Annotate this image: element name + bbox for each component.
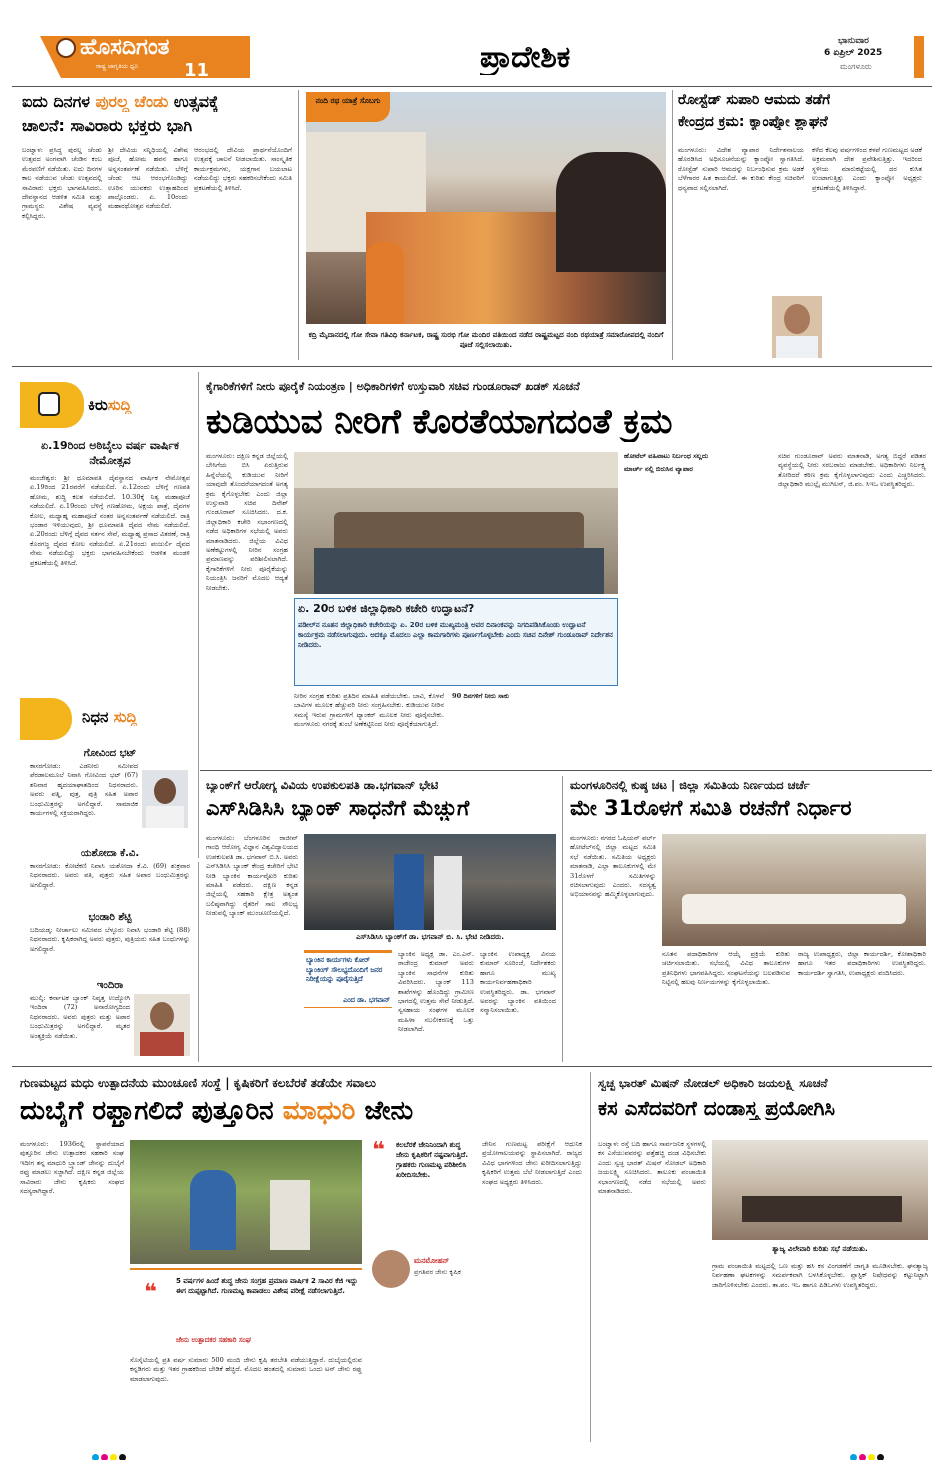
chendu-headline-1: ಐದು ದಿನಗಳ ಪುರಲ್ದ ಚೆಂಡು ಉತ್ಸವಕ್ಕೆ <box>22 92 219 111</box>
obit-name-3: ಭಂಡಾರಿ ಶೆಟ್ಟಿ <box>88 912 132 923</box>
obit-name-4: ಇಂದಿರಾ <box>96 980 124 991</box>
chendu-col-2: ಶ್ರೀ ದೇವಿಯ ಸನ್ನಿಧಿಯಲ್ಲಿ ವಿಶೇಷ ಪೂಜೆ, ಹೋಮ ಹವನ ಹಾಗೂ ಅನ್ನಸಂತರ್ಪಣೆ ನಡೆಯಿತು. ಬೆಳಿಗ್ಗೆ ಚೆಂಡು ಆಟ ಆರಂಭಗೊಂಡಿದ್ದು ಊರಿನ ಯುವಕರು ಉತ್ಸಾಹದಿಂದ ಪಾಲ್ಗೊಂಡರು. ಏ. 10ರಂದು ಮಹಾರಥೋತ್ಸವ ನಡೆಯಲಿದೆ. <box>108 146 188 211</box>
nandi-caption: ಕದ್ರಿ ಮೈದಾನದಲ್ಲಿ ಗೋ ಸೇವಾ ಗತಿವಿಧಿ ಕರ್ನಾಟಕ, ರಾಷ್ಟ್ರ ಸುರಭಿ ಗೋ ಮಂದಿರ ವತಿಯಿಂದ ನಡೆದ ರಾಷ್ಟ್ರಮಟ್ಟದ ನಂದಿ ರಥಯಾತ್ರೆ ಸಮಾರೋಪದಲ್ಲಿ ನಂದಿಗೆ ಪೂಜೆ ಸಲ್ಲಿಸಲಾಯಿತು. <box>308 330 664 349</box>
swachh-photo <box>712 1140 928 1240</box>
chendu-headline-2: ಚಾಲನೆ: ಸಾವಿರಾರು ಭಕ್ತರು ಭಾಗಿ <box>22 116 193 135</box>
kiru-title: ಏ.19ರಿಂದ ಅಠಿಬೈಲು ವರ್ಷ ವಾರ್ಷಿಕ ನೇಮೋತ್ಸವ <box>41 439 179 467</box>
bank-photo-caption: ಎಸ್‌ಸಿಡಿಸಿಸಿ ಬ್ಯಾಂಕ್‌ಗೆ ಡಾ. ಭಗವಾನ್ ಬಿ. ಸಿ. ಭೇಟಿ ನೀಡಿದರು. <box>356 932 504 941</box>
swachh-kicker: ಸ್ವಚ್ಛ ಭಾರತ್ ಮಿಷನ್ ನೋಡಲ್ ಅಧಿಕಾರಿ ಜಯಲಕ್ಷ್ಮಿ ಸೂಚನೆ <box>598 1076 828 1090</box>
nandi-badge-text: ನಂದಿ ರಥ ಯಾತ್ರೆ ಸೊಬಗು <box>315 96 381 105</box>
obit-body-1: ಕಾಸರಗೋಡು: ಎಡನೀರು ಸಮೀಪದ ಪೆರಡಾಲಮೂಲೆ ನಿವಾಸಿ ಗೋವಿಂದ ಭಟ್ (67) ಶನಿವಾರ ಹೃದಯಾಘಾತದಿಂದ ನಿಧನರಾದರು. ಅವರು ಪತ್ನಿ, ಪುತ್ರ, ಪುತ್ರಿ ಸಹಿತ ಅಪಾರ ಬಂಧುಮಿತ್ರರನ್ನು ಅಗಲಿದ್ದಾರೆ. ಸಾಮಾಜಿಕ ಕಾರ್ಯಗಳಲ್ಲಿ ಸಕ್ರಿಯರಾಗಿದ್ದರು. <box>30 762 138 818</box>
issue-day: ಭಾನುವಾರ <box>838 36 869 46</box>
quote-author-photo <box>372 1250 410 1288</box>
committee-headline: ಮೇ 31ರೊಳಗೆ ಸಮಿತಿ ರಚನೆಗೆ ನಿರ್ಧಾರ <box>570 796 852 820</box>
bank-photo <box>304 834 556 930</box>
swachh-col-1: ಬಂಟ್ವಾಳ: ರಸ್ತೆ ಬದಿ ಹಾಗೂ ಸಾರ್ವಜನಿಕ ಸ್ಥಳಗಳಲ್ಲಿ ಕಸ ಎಸೆಯುವವರನ್ನು ಪತ್ತೆಹಚ್ಚಿ ದಂಡ ವಿಧಿಸಬೇಕು ಎಂದು ಸ್ವಚ್ಛ ಭಾರತ್ ಮಿಷನ್ ನೋಡಲ್ ಅಧಿಕಾರಿ ಜಯಲಕ್ಷ್ಮಿ ಸೂಚಿಸಿದರು. ತಾಲೂಕು ಪಂಚಾಯಿತಿ ಸಭಾಂಗಣದಲ್ಲಿ ನಡೆದ ಸಭೆಯಲ್ಲಿ ಅವರು ಮಾತನಾಡಿದರು. <box>598 1140 706 1196</box>
honey-photo-credit: ಜೇನು ಉತ್ಪಾದಕರ ಸಹಕಾರಿ ಸಂಘ <box>176 1336 251 1344</box>
water-col-2: ನೀರಿನ ಸಂಗ್ರಹ ಕುರಿತು ಪ್ರತಿದಿನ ಮಾಹಿತಿ ಪಡೆಯಬೇಕು. ಬಾವಿ, ಕೊಳವೆ ಬಾವಿಗಳ ಮೂಲಕ ಹೆಚ್ಚುವರಿ ನೀರು ಸಂಗ್ರಹಿಸಬೇಕು. ಕುಡಿಯುವ ನೀರಿನ ಸಮಸ್ಯೆ ಇರುವ ಗ್ರಾಮಗಳಿಗೆ ಟ್ಯಾಂಕರ್ ಮೂಲಕ ನೀರು ಪೂರೈಸಬೇಕು. ಮಂಗಳೂರು ನಗರಕ್ಕೆ ತುಂಬೆ ಅಣೆಕಟ್ಟಿನಿಂದ ನೀರು ಪೂರೈಕೆಯಾಗುತ್ತಿದೆ. <box>294 692 444 729</box>
honey-quote-role: ಪ್ರಗತಿಪರ ಜೇನು ಕೃಷಿಕ <box>414 1268 461 1276</box>
committee-photo <box>662 834 926 946</box>
registration-marks-right <box>850 1446 886 1460</box>
bank-kicker: ಬ್ಯಾಂಕ್‌ಗೆ ಆರೋಗ್ಯ ವಿವಿಯ ಉಪಕುಲಪತಿ ಡಾ.ಭಗವಾನ್ ಭೇಟಿ <box>206 778 439 792</box>
honey-headline: ದುಬೈಗೆ ರಫ್ತಾಗಲಿದೆ ಪುತ್ತೂರಿನ ಮಾಧುರಿ ಜೇನು <box>20 1096 414 1126</box>
committee-kicker: ಮಂಗಳೂರಿನಲ್ಲಿ ಕುಷ್ಠ ಚಟ | ಜಿಲ್ಲಾ ಸಮಿತಿಯ ನಿರ್ಣಯದ ಚರ್ಚೆ <box>570 778 810 792</box>
water-col-1: ಮಂಗಳೂರು: ದಕ್ಷಿಣ ಕನ್ನಡ ಜಿಲ್ಲೆಯಲ್ಲಿ ಬೇಸಿಗೆಯ ಬಿಸಿ ಏರುತ್ತಿರುವ ಹಿನ್ನೆಲೆಯಲ್ಲಿ ಕುಡಿಯುವ ನೀರಿಗೆ ಯಾವುದೇ ತೊಂದರೆಯಾಗದಂತೆ ಅಗತ್ಯ ಕ್ರಮ ಕೈಗೊಳ್ಳಬೇಕು ಎಂದು ಜಿಲ್ಲಾ ಉಸ್ತುವಾರಿ ಸಚಿವ ದಿನೇಶ್ ಗುಂಡೂರಾವ್ ಸೂಚಿಸಿದರು. ದ.ಕ. ಜಿಲ್ಲಾಧಿಕಾರಿ ಕಚೇರಿ ಸಭಾಂಗಣದಲ್ಲಿ ನಡೆದ ಅಧಿಕಾರಿಗಳ ಸಭೆಯಲ್ಲಿ ಅವರು ಮಾತನಾಡಿದರು. ಜಿಲ್ಲೆಯ ವಿವಿಧ ಅಣೆಕಟ್ಟುಗಳಲ್ಲಿ ನೀರಿನ ಸಂಗ್ರಹ ಪ್ರಮಾಣವನ್ನು ಪರಿಶೀಲಿಸಲಾಗಿದೆ. ಕೈಗಾರಿಕೆಗಳಿಗೆ ನೀರು ಪೂರೈಕೆಯನ್ನು ನಿಯಂತ್ರಿಸಿ ಜನರಿಗೆ ಮೊದಲ ಆದ್ಯತೆ ನೀಡಬೇಕು. <box>206 452 288 592</box>
nidhana-label: ನಿಧನ ಸುದ್ದಿ <box>82 708 138 726</box>
committee-col-2: ನೂತನ ಪದಾಧಿಕಾರಿಗಳ ಆಯ್ಕೆ ಪ್ರಕ್ರಿಯೆ ಕುರಿತು ಚರ್ಚಿಸಲಾಯಿತು. ಸಭೆಯಲ್ಲಿ ವಿವಿಧ ತಾಲೂಕುಗಳ ಪ್ರತಿನಿಧಿಗಳು ಭಾಗವಹಿಸಿದ್ದರು. ಸಂಘಟನೆಯನ್ನು ಬಲಪಡಿಸುವ ನಿಟ್ಟಿನಲ್ಲಿ ಹಲವು ನಿರ್ಣಯಗಳನ್ನು ಕೈಗೊಳ್ಳಲಾಯಿತು. <box>662 950 790 987</box>
meeting-photo <box>294 452 618 594</box>
obit-name-1: ಗೋವಿಂದ ಭಟ್ <box>83 748 137 759</box>
sub-head-90-days: 90 ದಿನಗಳಿಗೆ ನೀರು ಸಾಕು <box>452 692 510 700</box>
section-title: ಪ್ರಾದೇಶಿಕ <box>480 40 571 75</box>
water-col-3 <box>624 452 772 762</box>
honey-quote-author: ಮನಮೋಹನ್ <box>414 1256 450 1265</box>
water-headline: ಕುಡಿಯುವ ನೀರಿಗೆ ಕೊರತೆಯಾಗದಂತೆ ಕ್ರಮ <box>206 402 673 442</box>
bank-col-1: ಮಂಗಳೂರು: ಬೆಂಗಳೂರಿನ ರಾಜೀವ್ ಗಾಂಧಿ ಆರೋಗ್ಯ ವಿಜ್ಞಾನ ವಿಶ್ವವಿದ್ಯಾಲಯದ ಉಪಕುಲಪತಿ ಡಾ. ಭಗವಾನ್ ಬಿ.ಸಿ. ಅವರು ಎಸ್‌ಸಿಡಿಸಿಸಿ ಬ್ಯಾಂಕ್ ಕೇಂದ್ರ ಕಚೇರಿಗೆ ಭೇಟಿ ನೀಡಿ ಬ್ಯಾಂಕಿನ ಕಾರ್ಯವೈಖರಿ ಕುರಿತು ಮಾಹಿತಿ ಪಡೆದರು. ದಕ್ಷಿಣ ಕನ್ನಡ ಜಿಲ್ಲೆಯಲ್ಲಿ ಸಹಕಾರಿ ಕ್ಷೇತ್ರ ಅತ್ಯಂತ ಬಲಿಷ್ಠವಾಗಿದ್ದು ರೈತರಿಗೆ ಸಾಲ ಸೌಲಭ್ಯ ನೀಡುವಲ್ಲಿ ಬ್ಯಾಂಕ್ ಮುಂಚೂಣಿಯಲ್ಲಿದೆ. <box>206 834 298 918</box>
water-kicker: ಕೈಗಾರಿಕೆಗಳಿಗೆ ನೀರು ಪೂರೈಕೆ ನಿಯಂತ್ರಣ | ಅಧಿಕಾರಿಗಳಿಗೆ ಉಸ್ತುವಾರಿ ಸಚಿವ ಗುಂಡೂರಾವ್ ಖಡಕ್ ಸೂಚನೆ <box>206 380 580 393</box>
honey-col-1: ಮಂಗಳೂರು: 1936ರಲ್ಲಿ ಸ್ಥಾಪನೆಯಾದ ಪುತ್ತೂರಿನ ಜೇನು ಉತ್ಪಾದಕರ ಸಹಕಾರಿ ಸಂಘ ಇದೀಗ ತನ್ನ ಮಾಧುರಿ ಬ್ರ್ಯಾಂಡ್ ಜೇನನ್ನು ದುಬೈಗೆ ರಫ್ತು ಮಾಡಲು ಸಜ್ಜಾಗಿದೆ. ದಕ್ಷಿಣ ಕನ್ನಡ ಜಿಲ್ಲೆಯ ಸಾವಿರಾರು ಜೇನು ಕೃಷಿಕರು ಸಂಘದ ಸದಸ್ಯರಾಗಿದ್ದಾರೆ. <box>20 1140 124 1196</box>
registration-marks-left <box>92 1446 128 1460</box>
obit-body-4: ಮುಲ್ಕಿ: ಕರ್ನಾಟಕ ಬ್ಯಾಂಕ್ ನಿವೃತ್ತ ಉದ್ಯೋಗಿ ಇಂದಿರಾ (72) ಅನಾರೋಗ್ಯದಿಂದ ನಿಧನರಾದರು. ಅವರು ಪುತ್ರರು ಮತ್ತು ಅಪಾರ ಬಂಧುಮಿತ್ರರನ್ನು ಅಗಲಿದ್ದಾರೆ. ಮೃತರ ಅಂತ್ಯಕ್ರಿಯೆ ನಡೆಯಿತು. <box>30 994 130 1040</box>
kiru-label: ಕಿರುಸುದ್ದಿ <box>88 396 132 414</box>
water-col-4: ಸಚಿವ ಗುಂಡೂರಾವ್ ಅವರು ಮಾತನಾಡಿ, ಅಗತ್ಯ ಬಿದ್ದರೆ ಪಡಿತರ ವ್ಯವಸ್ಥೆಯಲ್ಲಿ ನೀರು ಸರಬರಾಜು ಮಾಡಬೇಕು. ಅಧಿಕಾರಿಗಳು ನಿರ್ಲಕ್ಷ್ಯ ತೋರಿದರೆ ಕಠಿಣ ಕ್ರಮ ಕೈಗೊಳ್ಳಲಾಗುವುದು ಎಂದು ಎಚ್ಚರಿಸಿದರು. ಜಿಲ್ಲಾಧಿಕಾರಿ ಮುಲ್ಲೈ ಮುಗಿಲನ್, ಜಿ.ಪಂ. ಸಿಇಒ ಉಪಸ್ಥಿತರಿದ್ದರು. <box>778 452 926 489</box>
bank-quote: ಬ್ಯಾಂಕಿನ ಕಾರ್ಯಗಳು ಕೋರ್ ಬ್ಯಾಂಕಿಂಗ್ ಸೌಲಭ್ಯದೊಂದಿಗೆ ಜನರ ನಿರೀಕ್ಷೆಯನ್ನು ಪೂರೈಸುತ್ತಿದೆ <box>306 956 383 983</box>
logo-emblem-icon <box>56 38 76 58</box>
honey-quote-mark-icon: ❝ <box>144 1280 157 1305</box>
swachh-photo-caption: ತ್ಯಾಜ್ಯ ವಿಲೇವಾರಿ ಕುರಿತು ಸಭೆ ನಡೆಯಿತು. <box>772 1244 868 1253</box>
honey-quote: ಕಲಬೆರಕೆ ಜೇನಿನಿಂದಾಗಿ ಶುದ್ಧ ಜೇನು ಕೃಷಿಕರಿಗೆ ನಷ್ಟವಾಗುತ್ತಿದೆ. ಗ್ರಾಹಕರು ಗುಣಮಟ್ಟ ಪರಿಶೀಲಿಸಿ ಖರೀದಿಸಬೇಕು. <box>396 1141 468 1179</box>
corner-bar <box>914 36 924 78</box>
chendu-col-1: ಬಂಟ್ವಾಳ: ಪ್ರಸಿದ್ಧ ಪುರಲ್ದ ಚೆಂಡು ಉತ್ಸವದ ಅಂಗವಾಗಿ ಚೆಂಡಿನ ಕಂಬ ಮೆರವಣಿಗೆ ನಡೆಯಿತು. ಐದು ದಿನಗಳ ಕಾಲ ನಡೆಯುವ ಚೆಂಡು ಉತ್ಸವದಲ್ಲಿ ಸಾವಿರಾರು ಭಕ್ತರು ಭಾಗವಹಿಸಿದರು. ದೇವಸ್ಥಾನದ ಆಡಳಿತ ಸಮಿತಿ ಮತ್ತು ಗ್ರಾಮಸ್ಥರು ವಿಶೇಷ ವ್ಯವಸ್ಥೆ ಕಲ್ಪಿಸಿದ್ದರು. <box>22 146 102 220</box>
water-col-2b <box>452 692 618 748</box>
water-sub-2: ಮಾರ್ಚ್ ನಲ್ಲಿ ಬಿರುಸಿನ ವ್ಯಾಪಾರ <box>624 465 693 474</box>
cashew-headline-2: ಕೇಂದ್ರದ ಕ್ರಮ: ಕ್ಯಾಂಪ್ಕೋ ಶ್ಲಾಘನೆ <box>678 114 828 130</box>
issue-edition: ಮಂಗಳೂರು <box>840 62 872 71</box>
honey-photo-caption: 5 ವರ್ಷಗಳ ಹಿಂದೆ ಶುದ್ಧ ಜೇನು ಸಂಗ್ರಹ ಪ್ರಮಾಣ ವಾರ್ಷಿಕ 2 ಸಾವಿರ ಕೆಜಿ ಇದ್ದು ಈಗ ದುಪ್ಪಟ್ಟಾಗಿದೆ. ಗುಣಮಟ್ಟ ಕಾಪಾಡಲು ವಿಶೇಷ ಪರೀಕ್ಷೆ ನಡೆಸಲಾಗುತ್ತಿದೆ. <box>176 1277 358 1295</box>
obit-photo-4 <box>134 994 190 1056</box>
honey-kicker: ಗುಣಮಟ್ಟದ ಮಧು ಉತ್ಪಾದನೆಯ ಮುಂಚೂಣಿ ಸಂಸ್ಥೆ | ಕೃಷಿಕರಿಗೆ ಕಲಬೆರಕೆ ತಡೆಯೇ ಸವಾಲು <box>20 1076 376 1090</box>
bank-headline: ಎಸ್‌ಸಿಡಿಸಿಸಿ ಬ್ಯಾಂಕ್ ಸಾಧನೆಗೆ ಮೆಚ್ಚುಗೆ <box>206 796 470 820</box>
swachh-headline: ಕಸ ಎಸೆದವರಿಗೆ ದಂಡಾಸ್ತ್ರ ಪ್ರಯೋಗಿಸಿ <box>598 1096 836 1120</box>
nandi-photo <box>306 92 666 324</box>
obit-photo-1 <box>142 770 188 828</box>
honey-col-3: ಜೇನಿನ ಗುಣಮಟ್ಟ ಪರೀಕ್ಷೆಗೆ ಆಧುನಿಕ ಪ್ರಯೋಗಾಲಯವನ್ನು ಸ್ಥಾಪಿಸಲಾಗಿದೆ. ರಾಜ್ಯದ ವಿವಿಧ ಭಾಗಗಳಿಂದ ಜೇನು ಖರೀದಿಸಲಾಗುತ್ತಿದ್ದು ಕೃಷಿಕರಿಗೆ ಉತ್ತಮ ಬೆಲೆ ನೀಡಲಾಗುತ್ತಿದೆ ಎಂದು ಸಂಘದ ಅಧ್ಯಕ್ಷರು ತಿಳಿಸಿದರು. <box>482 1140 582 1186</box>
issue-date: 6 ಏಪ್ರಿಲ್ 2025 <box>824 48 883 58</box>
logo-text: ಹೊಸದಿಗಂತ <box>80 35 170 60</box>
cashew-col-2: ಕಳೆದ ಕೆಲವು ವರ್ಷಗಳಿಂದ ಕಳಪೆ ಗುಣಮಟ್ಟದ ಅಡಕೆ ಅಕ್ರಮವಾಗಿ ದೇಶ ಪ್ರವೇಶಿಸುತ್ತಿತ್ತು. ಇದರಿಂದ ಸ್ಥಳೀಯ ಮಾರುಕಟ್ಟೆಯಲ್ಲಿ ದರ ಕುಸಿತ ಉಂಟಾಗುತ್ತಿತ್ತು ಎಂದು ಕ್ಯಾಂಪ್ಕೋ ಅಧ್ಯಕ್ಷರು ಪ್ರಕಟಣೆಯಲ್ಲಿ ತಿಳಿಸಿದ್ದಾರೆ. <box>812 146 922 192</box>
obit-name-2: ಯಶೋದಾ ಕೆ.ವಿ. <box>80 848 140 859</box>
obit-body-2: ಕಾಸರಗೋಡು: ಕೋಟೆಕಣಿ ನಿವಾಸಿ ಯಶೋದಾ ಕೆ.ವಿ. (69) ಶುಕ್ರವಾರ ನಿಧನರಾದರು. ಅವರು ಪತಿ, ಪುತ್ರರು ಸಹಿತ ಅಪಾರ ಬಂಧುಮಿತ್ರರನ್ನು ಅಗಲಿದ್ದಾರೆ. <box>30 862 190 889</box>
cashew-headline-1: ರೋಸ್ಟೆಡ್ ಸುಪಾರಿ ಆಮದು ತಡೆಗೆ <box>678 92 831 108</box>
box-dc-body: ಪಡೀಲ್‌ನ ನೂತನ ಜಿಲ್ಲಾಧಿಕಾರಿ ಕಚೇರಿಯನ್ನು ಏ. 20ರ ಬಳಿಕ ಮುಖ್ಯಮಂತ್ರಿ ಅವರ ದಿನಾಂಕವನ್ನು ನಿಗದಿಪಡಿಸಿಕೊಂಡು ಉದ್ಘಾಟನೆ ಕಾರ್ಯಕ್ರಮ ನಡೆಸಲಾಗುವುದು. ಅದಕ್ಕೂ ಮೊದಲು ಎಲ್ಲಾ ಕಾಮಗಾರಿಗಳು ಪೂರ್ಣಗೊಳ್ಳಬೇಕು ಎಂದು ಸಚಿವ ದಿನೇಶ್ ಗುಂಡೂರಾವ್ ನಿರ್ದೇಶನ ನೀಡಿದರು. <box>298 621 613 649</box>
bank-col-3: ಬ್ಯಾಂಕಿನ ಉಪಾಧ್ಯಕ್ಷ ವಿನಯ ಕುಮಾರ್ ಸೂರಿಂಜೆ, ನಿರ್ದೇಶಕರು ಹಾಗೂ ಮುಖ್ಯ ಕಾರ್ಯನಿರ್ವಹಣಾಧಿಕಾರಿ ಉಪಸ್ಥಿತರಿದ್ದರು. ಡಾ. ಭಗವಾನ್ ಅವರನ್ನು ಬ್ಯಾಂಕಿನ ವತಿಯಿಂದ ಸನ್ಮಾನಿಸಲಾಯಿತು. <box>480 950 556 1015</box>
masthead <box>0 0 945 86</box>
obit-body-3: ಬದಿಯಡ್ಕ: ನೀರ್ಚಾಲು ಸಮೀಪದ ಬೆಳ್ಳೂರು ನಿವಾಸಿ ಭಂಡಾರಿ ಶೆಟ್ಟಿ (88) ನಿಧನರಾದರು. ಕೃಷಿಕರಾಗಿದ್ದ ಅವರು ಪುತ್ರರು, ಪುತ್ರಿಯರು ಸಹಿತ ಬಂಧುಗಳನ್ನು ಅಗಲಿದ್ದಾರೆ. <box>30 926 190 953</box>
chendu-col-3: ಆರಂಭದಲ್ಲಿ ದೇವಿಯ ಪ್ರಾರ್ಥನೆಯೊಂದಿಗೆ ಉತ್ಸವಕ್ಕೆ ಚಾಲನೆ ನೀಡಲಾಯಿತು. ಸಾಂಸ್ಕೃತಿಕ ಕಾರ್ಯಕ್ರಮಗಳು, ಯಕ್ಷಗಾನ ಬಯಲಾಟ ನಡೆಯಲಿದ್ದು ಭಕ್ತರು ಸಹಕರಿಸಬೇಕೆಂದು ಸಮಿತಿ ಪ್ರಕಟಣೆಯಲ್ಲಿ ತಿಳಿಸಿದೆ. <box>194 146 292 192</box>
campco-person-photo <box>772 296 822 358</box>
kiru-body: ಮಂಜೇಶ್ವರ: ಶ್ರೀ ಧೂಮಾವತಿ ದೈವಸ್ಥಾನದ ವಾರ್ಷಿಕ ನೇಮೋತ್ಸವ ಏ.19ರಿಂದ 21ರವರೆಗೆ ನಡೆಯಲಿದೆ. ಏ.12ರಂದು ಬೆಳಿಗ್ಗೆ ಗಣಪತಿ ಹೋಮ, ಶುದ್ಧಿ ಕಲಶ ನಡೆಯಲಿದೆ. 10.30ಕ್ಕೆ ನಿತ್ಯ ಮಹಾಪೂಜೆ ನಡೆಯಲಿದೆ. ಏ.19ರಂದು ಬೆಳಿಗ್ಗೆ ಗಣಹೋಮ, ಅಕ್ಷಯ ಪಾತ್ರೆ, ದೈವಗಳ ಕೋಲ, ಮಧ್ಯಾಹ್ನ ಮಹಾಪೂಜೆ ನಂತರ ಅನ್ನಸಂತರ್ಪಣೆ ನಡೆಯಲಿದೆ. ರಾತ್ರಿ ಭಂಡಾರ ಇಳಿಯುವುದು, ಶ್ರೀ ಧೂಮಾವತಿ ದೈವದ ನೇಮ ನಡೆಯಲಿದೆ. ಏ.20ರಂದು ಬೆಳಿಗ್ಗೆ ದೈವದ ನರ್ತನ ಸೇವೆ, ಮಧ್ಯಾಹ್ನ ಪ್ರಸಾದ ವಿತರಣೆ, ರಾತ್ರಿ ಕೊರಗಜ್ಜ ದೈವದ ಕೋಲ ನಡೆಯಲಿದೆ. ಏ.21ರಂದು ಪಂಜುರ್ಲಿ ದೈವದ ನೇಮ ನಡೆಯಲಿದ್ದು ಭಕ್ತರು ಭಾಗವಹಿಸಬೇಕೆಂದು ಆಡಳಿತ ಮಂಡಳಿ ಪ್ರಕಟಣೆಯಲ್ಲಿ ತಿಳಿಸಿದೆ. <box>30 474 190 567</box>
bank-col-2: ಬ್ಯಾಂಕಿನ ಅಧ್ಯಕ್ಷ ಡಾ. ಎಂ.ಎನ್. ರಾಜೇಂದ್ರ ಕುಮಾರ್ ಅವರು ಬ್ಯಾಂಕಿನ ಸಾಧನೆಗಳ ಕುರಿತು ವಿವರಿಸಿದರು. ಬ್ಯಾಂಕ್ 113 ಶಾಖೆಗಳನ್ನು ಹೊಂದಿದ್ದು ಗ್ರಾಮೀಣ ಭಾಗದಲ್ಲಿ ಉತ್ತಮ ಸೇವೆ ನೀಡುತ್ತಿದೆ. ಸ್ವಸಹಾಯ ಸಂಘಗಳ ಮೂಲಕ ಮಹಿಳಾ ಸಬಲೀಕರಣಕ್ಕೆ ಒತ್ತು ನೀಡಲಾಗಿದೆ. <box>398 950 474 1034</box>
committee-col-3: ರಾಜ್ಯ ಉಪಾಧ್ಯಕ್ಷರು, ಜಿಲ್ಲಾ ಕಾರ್ಯದರ್ಶಿ, ಕೋಶಾಧಿಕಾರಿ ಹಾಗೂ ಇತರ ಪದಾಧಿಕಾರಿಗಳು ಉಪಸ್ಥಿತರಿದ್ದರು. ಕಾರ್ಯದರ್ಶಿ ಸ್ವಾಗತಿಸಿ, ಉಪಾಧ್ಯಕ್ಷರು ವಂದಿಸಿದರು. <box>798 950 926 977</box>
water-sub-1: ಹೋಟೆಲ್ ವಹಿವಾಟು ನಿರ್ಬಂಧ ಸಲ್ಲದು <box>624 452 709 460</box>
hand-pointer-icon <box>38 392 60 416</box>
logo-subtitle: ರಾಷ್ಟ್ರ ಜಾಗೃತಿಯ ಧ್ವನಿ <box>96 63 139 70</box>
page-number: 11 <box>184 60 210 81</box>
swachh-col-2: ಗ್ರಾಮ ಪಂಚಾಯಿತಿ ಮಟ್ಟದಲ್ಲಿ ಒಣ ಮತ್ತು ಹಸಿ ಕಸ ವಿಂಗಡಣೆಗೆ ಜಾಗೃತಿ ಮೂಡಿಸಬೇಕು. ಘನತ್ಯಾಜ್ಯ ನಿರ್ವಹಣಾ ಘಟಕಗಳನ್ನು ಸಮರ್ಪಕವಾಗಿ ಬಳಸಿಕೊಳ್ಳಬೇಕು. ಪ್ಲಾಸ್ಟಿಕ್ ನಿಷೇಧವನ್ನು ಕಟ್ಟುನಿಟ್ಟಾಗಿ ಜಾರಿಗೊಳಿಸಬೇಕು ಎಂದರು. ತಾ.ಪಂ. ಇಒ ಹಾಗೂ ಪಿಡಿಒಗಳು ಉಪಸ್ಥಿತರಿದ್ದರು. <box>712 1262 928 1289</box>
honey-quote-mark-2-icon: ❝ <box>372 1138 385 1163</box>
honey-col-2: ಸೊಸೈಟಿಯಲ್ಲಿ ಪ್ರತಿ ವರ್ಷ ಸುಮಾರು 500 ಮಂದಿ ಜೇನು ಕೃಷಿ ತರಬೇತಿ ಪಡೆಯುತ್ತಿದ್ದಾರೆ. ದುಬೈಯಲ್ಲಿರುವ ಕನ್ನಡಿಗರು ಮತ್ತು ಇತರ ಗ್ರಾಹಕರಿಂದ ಬೇಡಿಕೆ ಹೆಚ್ಚಿದೆ. ಮೊದಲ ಹಂತದಲ್ಲಿ ಸುಮಾರು ಒಂದು ಟನ್ ಜೇನು ರಫ್ತು ಮಾಡಲಾಗುವುದು. <box>130 1356 362 1383</box>
nidhana-badge <box>20 698 72 740</box>
committee-col-1: ಮಂಗಳೂರು: ನಗರದ ಓಷಿಯನ್ ಪರ್ಲ್ ಹೋಟೆಲ್‌ನಲ್ಲಿ ಜಿಲ್ಲಾ ಮಟ್ಟದ ಸಮಿತಿ ಸಭೆ ನಡೆಯಿತು. ಸಮಿತಿಯ ಅಧ್ಯಕ್ಷರು ಮಾತನಾಡಿ, ಎಲ್ಲಾ ತಾಲೂಕುಗಳಲ್ಲಿ ಮೇ 31ರೊಳಗೆ ಸಮಿತಿಗಳನ್ನು ರಚಿಸಲಾಗುವುದು ಎಂದರು. ಸದಸ್ಯತ್ವ ಅಭಿಯಾನವನ್ನು ಹಮ್ಮಿಕೊಳ್ಳಲಾಗುವುದು. <box>570 834 656 899</box>
bank-quote-author: ಎಂದ ಡಾ. ಭಗವಾನ್ <box>343 996 390 1004</box>
cashew-col-1: ಮಂಗಳೂರು: ವಿದೇಶ ವ್ಯಾಪಾರ ನಿರ್ದೇಶನಾಲಯ ಹೊರಡಿಸಿದ ಅಧಿಸೂಚನೆಯನ್ನು ಕ್ಯಾಂಪ್ಕೋ ಸ್ವಾಗತಿಸಿದೆ. ರೋಸ್ಟೆಡ್ ಸುಪಾರಿ ಆಮದನ್ನು ನಿರ್ಬಂಧಿಸುವ ಕ್ರಮ ಅಡಕೆ ಬೆಳೆಗಾರರ ಹಿತ ಕಾಯಲಿದೆ. ಈ ಕುರಿತು ಕೇಂದ್ರ ಸಚಿವರಿಗೆ ಧನ್ಯವಾದ ಸಲ್ಲಿಸಲಾಗಿದೆ. <box>678 146 804 192</box>
honey-photo <box>130 1140 362 1264</box>
box-dc-title: ಏ. 20ರ ಬಳಿಕ ಜಿಲ್ಲಾಧಿಕಾರಿ ಕಚೇರಿ ಉದ್ಘಾಟನೆ? <box>298 602 475 615</box>
